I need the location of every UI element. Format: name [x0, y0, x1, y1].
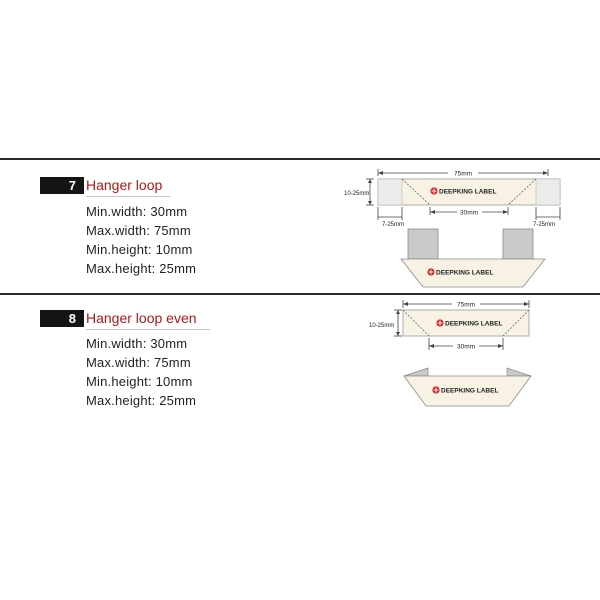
- label-brand-text: DEEPKING LABEL: [439, 188, 497, 196]
- deepking-logo-icon: [427, 268, 434, 275]
- item-number: 8: [40, 310, 84, 327]
- hanger-loop-even-flat-diagram: [360, 296, 540, 354]
- middle-divider: [0, 293, 600, 295]
- deepking-logo-icon: [436, 319, 443, 326]
- title-underline: [86, 329, 210, 330]
- hanger-loop-flat-diagram: [330, 162, 570, 234]
- spec-max-width: Max.width: 75mm: [86, 223, 191, 238]
- right-fold-tab: [507, 368, 531, 376]
- spec-min-height: Min.height: 10mm: [86, 374, 193, 389]
- hanger-loop-folded-diagram: [395, 227, 555, 291]
- dim-inner-width: 30mm: [456, 343, 476, 351]
- spec-list: [86, 202, 196, 278]
- dim-left-fold: 7-25mm: [382, 222, 405, 228]
- spec-max-height: Max.height: 25mm: [86, 261, 197, 276]
- top-divider: [0, 158, 600, 160]
- left-fold-tab: [408, 229, 438, 259]
- label-brand-text: DEEPKING LABEL: [441, 387, 499, 395]
- dim-inner-width: 30mm: [459, 209, 479, 217]
- label-brand-text: DEEPKING LABEL: [445, 320, 503, 328]
- deepking-logo-icon: [432, 386, 439, 393]
- dim-right-fold: 7-25mm: [533, 222, 556, 228]
- deepking-logo-icon: [430, 187, 437, 194]
- title-underline: [86, 196, 170, 197]
- spec-min-width: Min.width: 30mm: [86, 204, 188, 219]
- hanger-loop-even-folded-diagram: [400, 362, 535, 412]
- spec-min-width: Min.width: 30mm: [86, 336, 188, 351]
- spec-list: [86, 334, 196, 410]
- item-number: 7: [40, 177, 84, 194]
- spec-min-height: Min.height: 10mm: [86, 242, 193, 257]
- dim-total-width: 75mm: [456, 301, 476, 309]
- right-fold: [536, 179, 560, 205]
- item-title: Hanger loop: [86, 177, 163, 193]
- left-fold-tab: [404, 368, 428, 376]
- left-fold: [378, 179, 402, 205]
- dim-height: 10-25mm: [344, 191, 370, 197]
- spec-max-width: Max.width: 75mm: [86, 355, 191, 370]
- label-brand-text: DEEPKING LABEL: [436, 269, 494, 277]
- right-fold-tab: [503, 229, 533, 259]
- spec-max-height: Max.height: 25mm: [86, 393, 197, 408]
- dim-total-width: 75mm: [453, 170, 473, 178]
- item-title: Hanger loop even: [86, 310, 197, 326]
- dim-height: 10-25mm: [369, 323, 395, 329]
